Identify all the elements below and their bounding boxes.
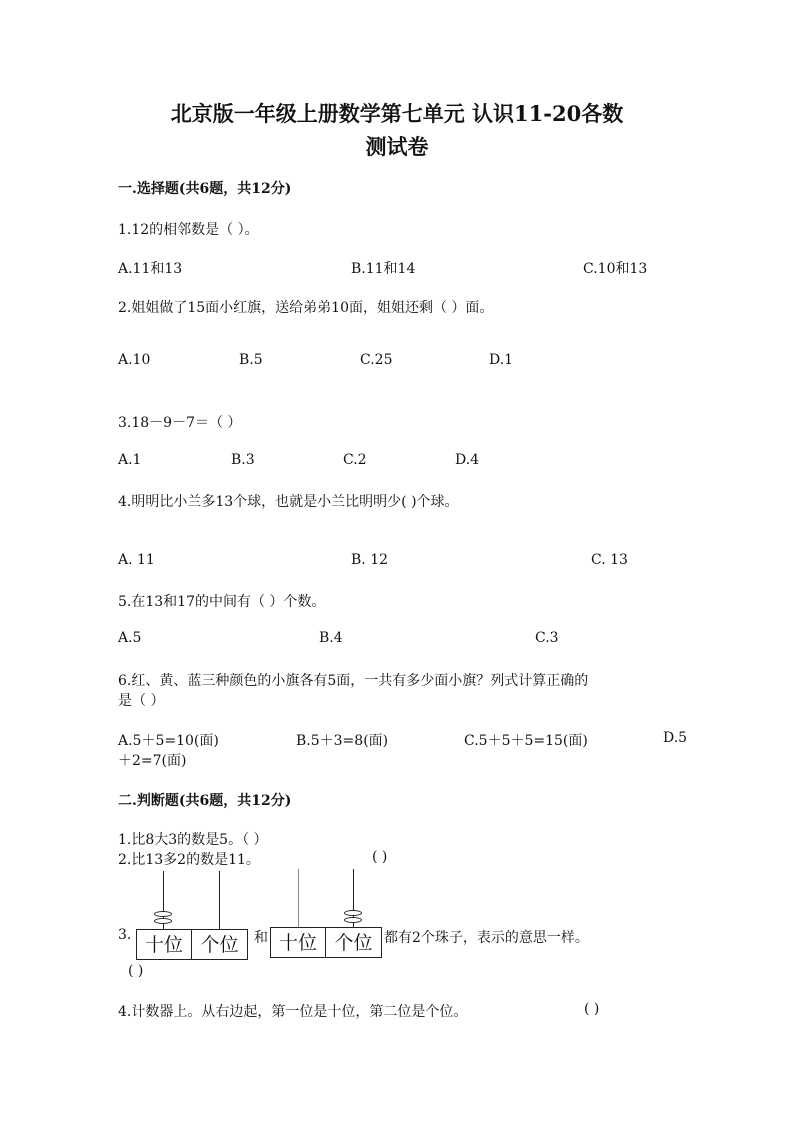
q2-option-c: C.25 (360, 352, 393, 368)
question-6-line2: 是（ ） (118, 693, 165, 709)
q6-option-b: B.5＋3=8(面) (296, 733, 389, 749)
judge-question-3-paren: ( ) (128, 963, 144, 979)
q4-option-a: A. 11 (118, 552, 155, 568)
q5-option-c: C.3 (535, 630, 559, 646)
abacus-right-tens-label: 十位 (270, 927, 326, 958)
q3-option-c: C.2 (343, 452, 367, 468)
abacus-right-ones-label: 个位 (325, 927, 382, 958)
judge-question-4-paren: ( ) (584, 1001, 600, 1017)
judge-question-1: 1.比8大3的数是5。（ ） (118, 832, 268, 848)
q1-option-b: B.11和14 (351, 261, 416, 277)
section-heading-judgement: 二.判断题(共6题，共12分) (118, 793, 292, 809)
q6-option-a: A.5＋5=10(面) (118, 733, 219, 749)
judge-question-3-suffix: 都有2个珠子，表示的意思一样。 (384, 930, 589, 946)
abacus-left-ones-rod (219, 871, 220, 930)
q1-option-a: A.11和13 (118, 261, 183, 277)
q4-option-b: B. 12 (351, 552, 389, 568)
page-title-line2: 测试卷 (365, 134, 429, 159)
q3-option-a: A.1 (118, 452, 142, 468)
judge-question-3-and: 和 (254, 930, 268, 946)
q1-option-c: C.10和13 (583, 261, 648, 277)
abacus-left-ones-label: 个位 (191, 929, 248, 960)
question-5: 5.在13和17的中间有（ ）个数。 (118, 594, 326, 610)
q6-option-d: D.5 (663, 730, 688, 746)
judge-question-2: 2.比13多2的数是11。 (118, 852, 260, 868)
abacus-left-bead-1 (154, 911, 172, 917)
question-2: 2.姐姐做了15面小红旗，送给弟弟10面，姐姐还剩（ ）面。 (118, 300, 494, 316)
q3-option-d: D.4 (455, 452, 480, 468)
q2-option-d: D.1 (489, 352, 514, 368)
abacus-left-tens-label: 十位 (136, 929, 192, 960)
q6-option-d-wrap: ＋2=7(面) (118, 753, 187, 769)
section-heading-choice: 一.选择题(共6题，共12分) (118, 181, 292, 197)
page-title: 北京版一年级上册数学第七单元 认识11-20各数 (170, 101, 624, 126)
q6-option-c: C.5＋5＋5=15(面) (464, 733, 588, 749)
q4-option-c: C. 13 (591, 552, 628, 568)
question-6-line1: 6.红、黄、蓝三种颜色的小旗各有5面，一共有多少面小旗？列式计算正确的 (118, 673, 589, 689)
q2-option-b: B.5 (239, 352, 263, 368)
q5-option-b: B.4 (319, 630, 343, 646)
judge-question-3-prefix: 3. (118, 927, 132, 943)
judge-question-2-paren: ( ) (372, 849, 388, 865)
question-1: 1.12的相邻数是（ ）。 (118, 222, 259, 238)
q2-option-a: A.10 (118, 352, 151, 368)
judge-question-4: 4.计数器上。从右边起，第一位是十位，第二位是个位。 (118, 1004, 468, 1020)
question-4: 4.明明比小兰多13个球，也就是小兰比明明少( )个球。 (118, 494, 459, 510)
question-3: 3.18－9－7＝（ ） (118, 415, 242, 431)
q5-option-a: A.5 (118, 630, 142, 646)
q3-option-b: B.3 (231, 452, 255, 468)
abacus-right-bead-2 (344, 917, 362, 923)
abacus-left-bead-2 (154, 918, 172, 924)
abacus-right-tens-rod (298, 869, 299, 929)
abacus-right-bead-1 (344, 910, 362, 916)
